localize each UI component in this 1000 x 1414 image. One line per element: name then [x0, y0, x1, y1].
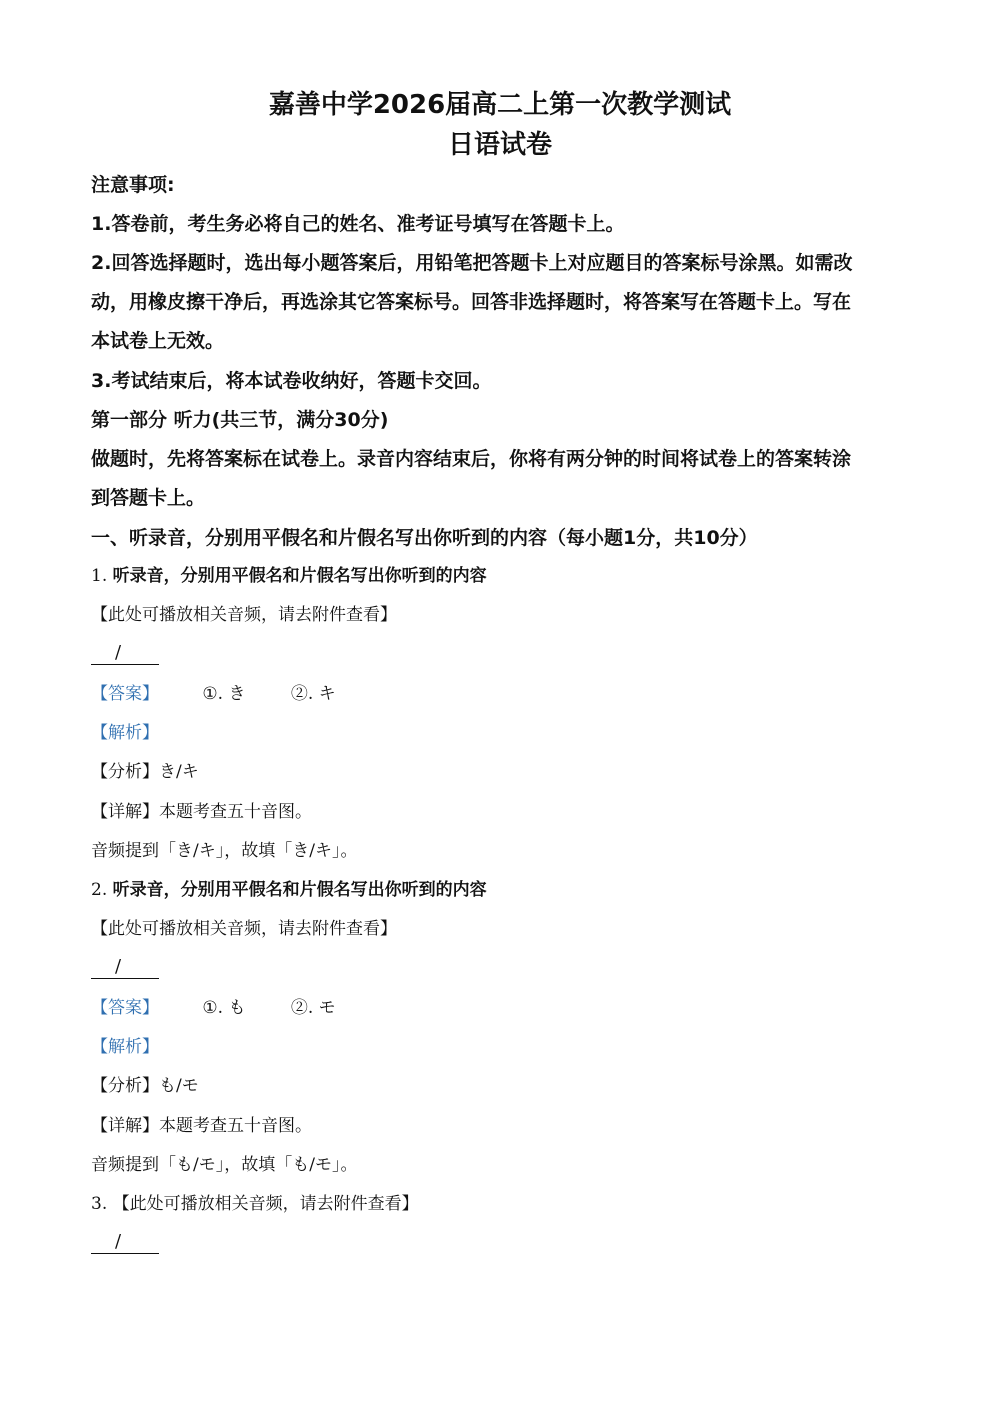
answer-blank [91, 1229, 159, 1254]
answer-option-1: ①. も [202, 998, 246, 1018]
answer-label: 【答案】 [91, 998, 159, 1018]
answer-blank [91, 640, 159, 665]
answer-option-1: ①. き [202, 684, 246, 704]
exam-title: 嘉善中学2026届高二上第一次教学测试 [268, 90, 732, 120]
notes-item-2-line-3: 本试卷上无效。 [91, 330, 225, 352]
part1-heading: 第一部分 听力(共三节，满分30分) [91, 409, 389, 431]
answer-option-2: ②. モ [290, 998, 336, 1018]
notes-item-2-line-2: 动，用橡皮擦干净后，再选涂其它答案标号。回答非选择题时，将答案写在答题卡上。写在 [91, 291, 852, 313]
question-number: 1. [91, 566, 108, 586]
question-number: 2. [91, 880, 108, 900]
question-prompt: 听录音，分别用平假名和片假名写出你听到的内容 [112, 566, 487, 586]
part1-instruction-line-1: 做题时，先将答案标在试卷上。录音内容结束后，你将有两分钟的时间将试卷上的答案转涂 [91, 448, 852, 470]
notes-item-1: 1.答卷前，考生务必将自己的姓名、准考证号填写在答题卡上。 [91, 213, 625, 235]
fenxi-line: 【分析】き/キ [91, 762, 199, 782]
answer-option-2: ②. キ [290, 684, 336, 704]
question-2 [91, 876, 920, 904]
blank-slash: / [115, 956, 122, 977]
answer-line [91, 994, 920, 1022]
answer-label: 【答案】 [91, 684, 159, 704]
analysis-label: 【解析】 [91, 723, 159, 743]
part1-instruction-line-2: 到答题卡上。 [91, 487, 206, 509]
answer-blank [91, 954, 159, 979]
analysis-label: 【解析】 [91, 1037, 159, 1057]
notes-item-3: 3.考试结束后，将本试卷收纳好，答题卡交回。 [91, 370, 492, 392]
exam-subtitle: 日语试卷 [447, 130, 552, 160]
notes-item-2-line-1: 2.回答选择题时，选出每小题答案后，用铅笔把答题卡上对应题目的答案标号涂黑。如需改 [91, 252, 853, 274]
detail-line: 【详解】本题考查五十音图。 [91, 802, 312, 822]
explanation-line: 音频提到「も/モ」，故填「も/モ」。 [91, 1155, 358, 1175]
audio-note: 【此处可播放相关音频，请去附件查看】 [112, 1194, 419, 1214]
question-number: 3. [91, 1194, 108, 1214]
blank-slash: / [115, 642, 122, 663]
detail-line: 【详解】本题考查五十音图。 [91, 1116, 312, 1136]
fenxi-line: 【分析】も/モ [91, 1076, 199, 1096]
blank-slash: / [115, 1231, 122, 1252]
question-prompt: 听录音，分别用平假名和片假名写出你听到的内容 [112, 880, 487, 900]
answer-line [91, 680, 920, 708]
question-1 [91, 562, 920, 590]
explanation-line: 音频提到「き/キ」，故填「き/キ」。 [91, 841, 358, 861]
notes-heading: 注意事项: [91, 174, 175, 196]
audio-note: 【此处可播放相关音频，请去附件查看】 [91, 919, 397, 939]
audio-note: 【此处可播放相关音频，请去附件查看】 [91, 605, 397, 625]
section1-heading: 一、听录音，分别用平假名和片假名写出你听到的内容（每小题1分，共10分） [91, 527, 758, 549]
question-3 [91, 1190, 920, 1218]
